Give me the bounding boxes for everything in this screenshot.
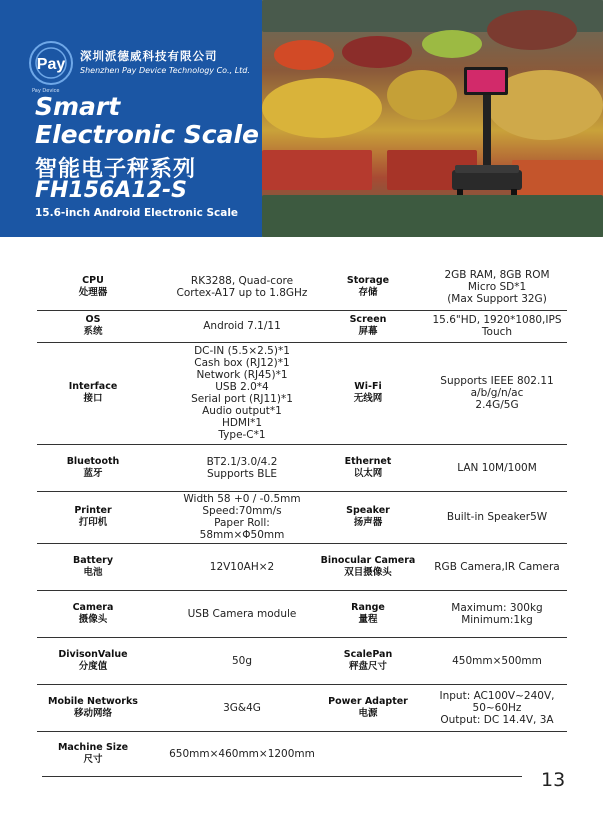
title-line-2: Electronic Scale: [35, 120, 259, 149]
footer-divider: [42, 776, 522, 777]
model-number: FH156A12-S: [35, 178, 187, 203]
spec-row: Printer 打印机 Width 58 +0 / -0.5mm Speed:70mm/s Paper Roll: 58mm×Φ50mm Speaker 扬声器 Built-in Speaker5W: [37, 491, 567, 544]
spec-row: OS 系统 Android 7.1/11 Screen 屏幕 15.6"HD, 1920*1080,IPS Touch: [37, 310, 567, 343]
spec-row: Bluetooth 蓝牙 BT2.1/3.0/4.2 Supports BLE Ethernet 以太网 LAN 10M/100M: [37, 444, 567, 492]
scale-product-image: [447, 65, 527, 200]
svg-text:Pay: Pay: [36, 56, 66, 73]
pay-logo-icon: [28, 40, 74, 86]
title-line-1: Smart: [35, 92, 121, 121]
spec-row: Interface 接口 DC-IN (5.5×2.5)*1 Cash box (RJ12)*1 Network (RJ45)*1 USB 2.0*4 Serial port (RJ11)*1 Audio output*1 HDMI*1 Type-C*1 Wi-Fi 无线网 Supports IEEE 802.11 a/b/g/n/ac 2.4G/5G: [37, 342, 567, 445]
spec-row: Mobile Networks 移动网络 3G&4G Power Adapter 电源 Input: AC100V~240V, 50~60Hz Output: DC 14.4V, 3A: [37, 684, 567, 732]
page-number: 13: [541, 769, 566, 791]
spec-row: Camera 摄像头 USB Camera module Range 量程 Maximum: 300kg Minimum:1kg: [37, 590, 567, 638]
spec-row: DivisonValue 分度值 50g ScalePan 秤盘尺寸 450mm×500mm: [37, 637, 567, 685]
subtitle: 15.6-inch Android Electronic Scale: [35, 207, 239, 219]
spec-row: CPU 处理器 RK3288, Quad-core Cortex-A17 up to 1.8GHz Storage 存储 2GB RAM, 8GB ROM Micro SD*1 (Max Support 32G): [37, 263, 567, 311]
spec-row: Battery 电池 12V10AH×2 Binocular Camera 双目摄像头 RGB Camera,IR Camera: [37, 543, 567, 591]
company-name-en: Shenzhen Pay Device Technology Co., Ltd.: [80, 66, 250, 75]
logo-subtext: Pay Device: [32, 88, 60, 94]
fruit-stall-photo: [262, 0, 603, 237]
title-cn: 智能电子秤系列: [35, 157, 197, 182]
spec-row: Machine Size 尺寸 650mm×460mm×1200mm: [57, 741, 315, 765]
company-name-cn: 深圳派德威科技有限公司: [80, 49, 218, 63]
header-banner: [0, 0, 603, 237]
